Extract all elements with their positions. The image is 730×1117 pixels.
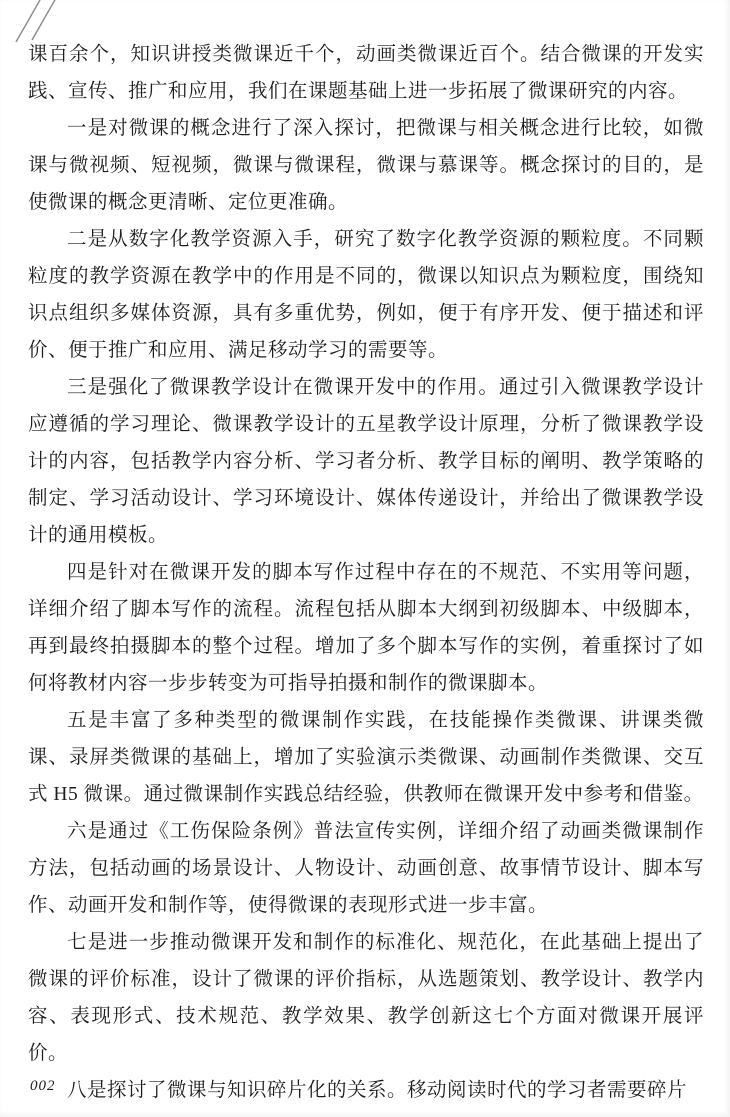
paragraph-point-1: 一是对微课的概念进行了深入探讨，把微课与相关概念进行比较，如微课与微视频、短视频，微课与微课程，微课与慕课等。概念探讨的目的，是使微课的概念更清晰、定位更准确。: [28, 118, 704, 213]
body-text: [28, 36, 704, 1109]
paragraph-point-4: 四是针对在微课开发的脚本写作过程中存在的不规范、不实用等问题，详细介绍了脚本写作的流程。流程包括从脚本大纲到初级脚本、中级脚本，再到最终拍摄脚本的整个过程。增加了多个脚本写作的实例，着重探讨了如何将教材内容一步步转变为可指导拍摄和制作的微课脚本。: [28, 562, 704, 694]
paragraph-point-2: 二是从数字化教学资源入手，研究了数字化教学资源的颗粒度。不同颗粒度的教学资源在教学中的作用是不同的，微课以知识点为颗粒度，围绕知识点组织多媒体资源，具有多重优势，例如，便于有序开发、便于描述和评价、便于推广和应用、满足移动学习的需要等。: [28, 229, 704, 361]
paragraph-point-8: 八是探讨了微课与知识碎片化的关系。移动阅读时代的学习者需要碎片: [67, 1080, 688, 1101]
paragraph-point-5: 五是丰富了多种类型的微课制作实践，在技能操作类微课、讲课类微课、录屏类微课的基础上，增加了实验演示类微课、动画制作类微课、交互式 H5 微课。通过微课制作实践总结经验，供教师在微课开发中参考和借鉴。: [28, 710, 704, 805]
paragraph-continuation: 课百余个，知识讲授类微课近千个，动画类微课近百个。结合微课的开发实践、宣传、推广和应用，我们在课题基础上进一步拓展了微课研究的内容。: [28, 44, 704, 102]
paragraph-point-6: 六是通过《工伤保险条例》普法宣传实例，详细介绍了动画类微课制作方法，包括动画的场景设计、人物设计、动画创意、故事情节设计、脚本写作、动画开发和制作等，使得微课的表现形式进一步丰富。: [28, 821, 704, 916]
paragraph-point-7: 七是进一步推动微课开发和制作的标准化、规范化，在此基础上提出了微课的评价标准，设计了微课的评价指标，从选题策划、教学设计、教学内容、表现形式、技术规范、教学效果、教学创新这七个方面对微课开展评价。: [28, 932, 704, 1064]
page-number: 002: [30, 1078, 56, 1094]
paragraph-point-3: 三是强化了微课教学设计在微课开发中的作用。通过引入微课教学设计应遵循的学习理论、微课教学设计的五星教学设计原理，分析了微课教学设计的内容，包括教学内容分析、学习者分析、教学目标的阐明、教学策略的制定、学习活动设计、学习环境设计、媒体传递设计，并给出了微课教学设计的通用模板。: [28, 377, 704, 546]
